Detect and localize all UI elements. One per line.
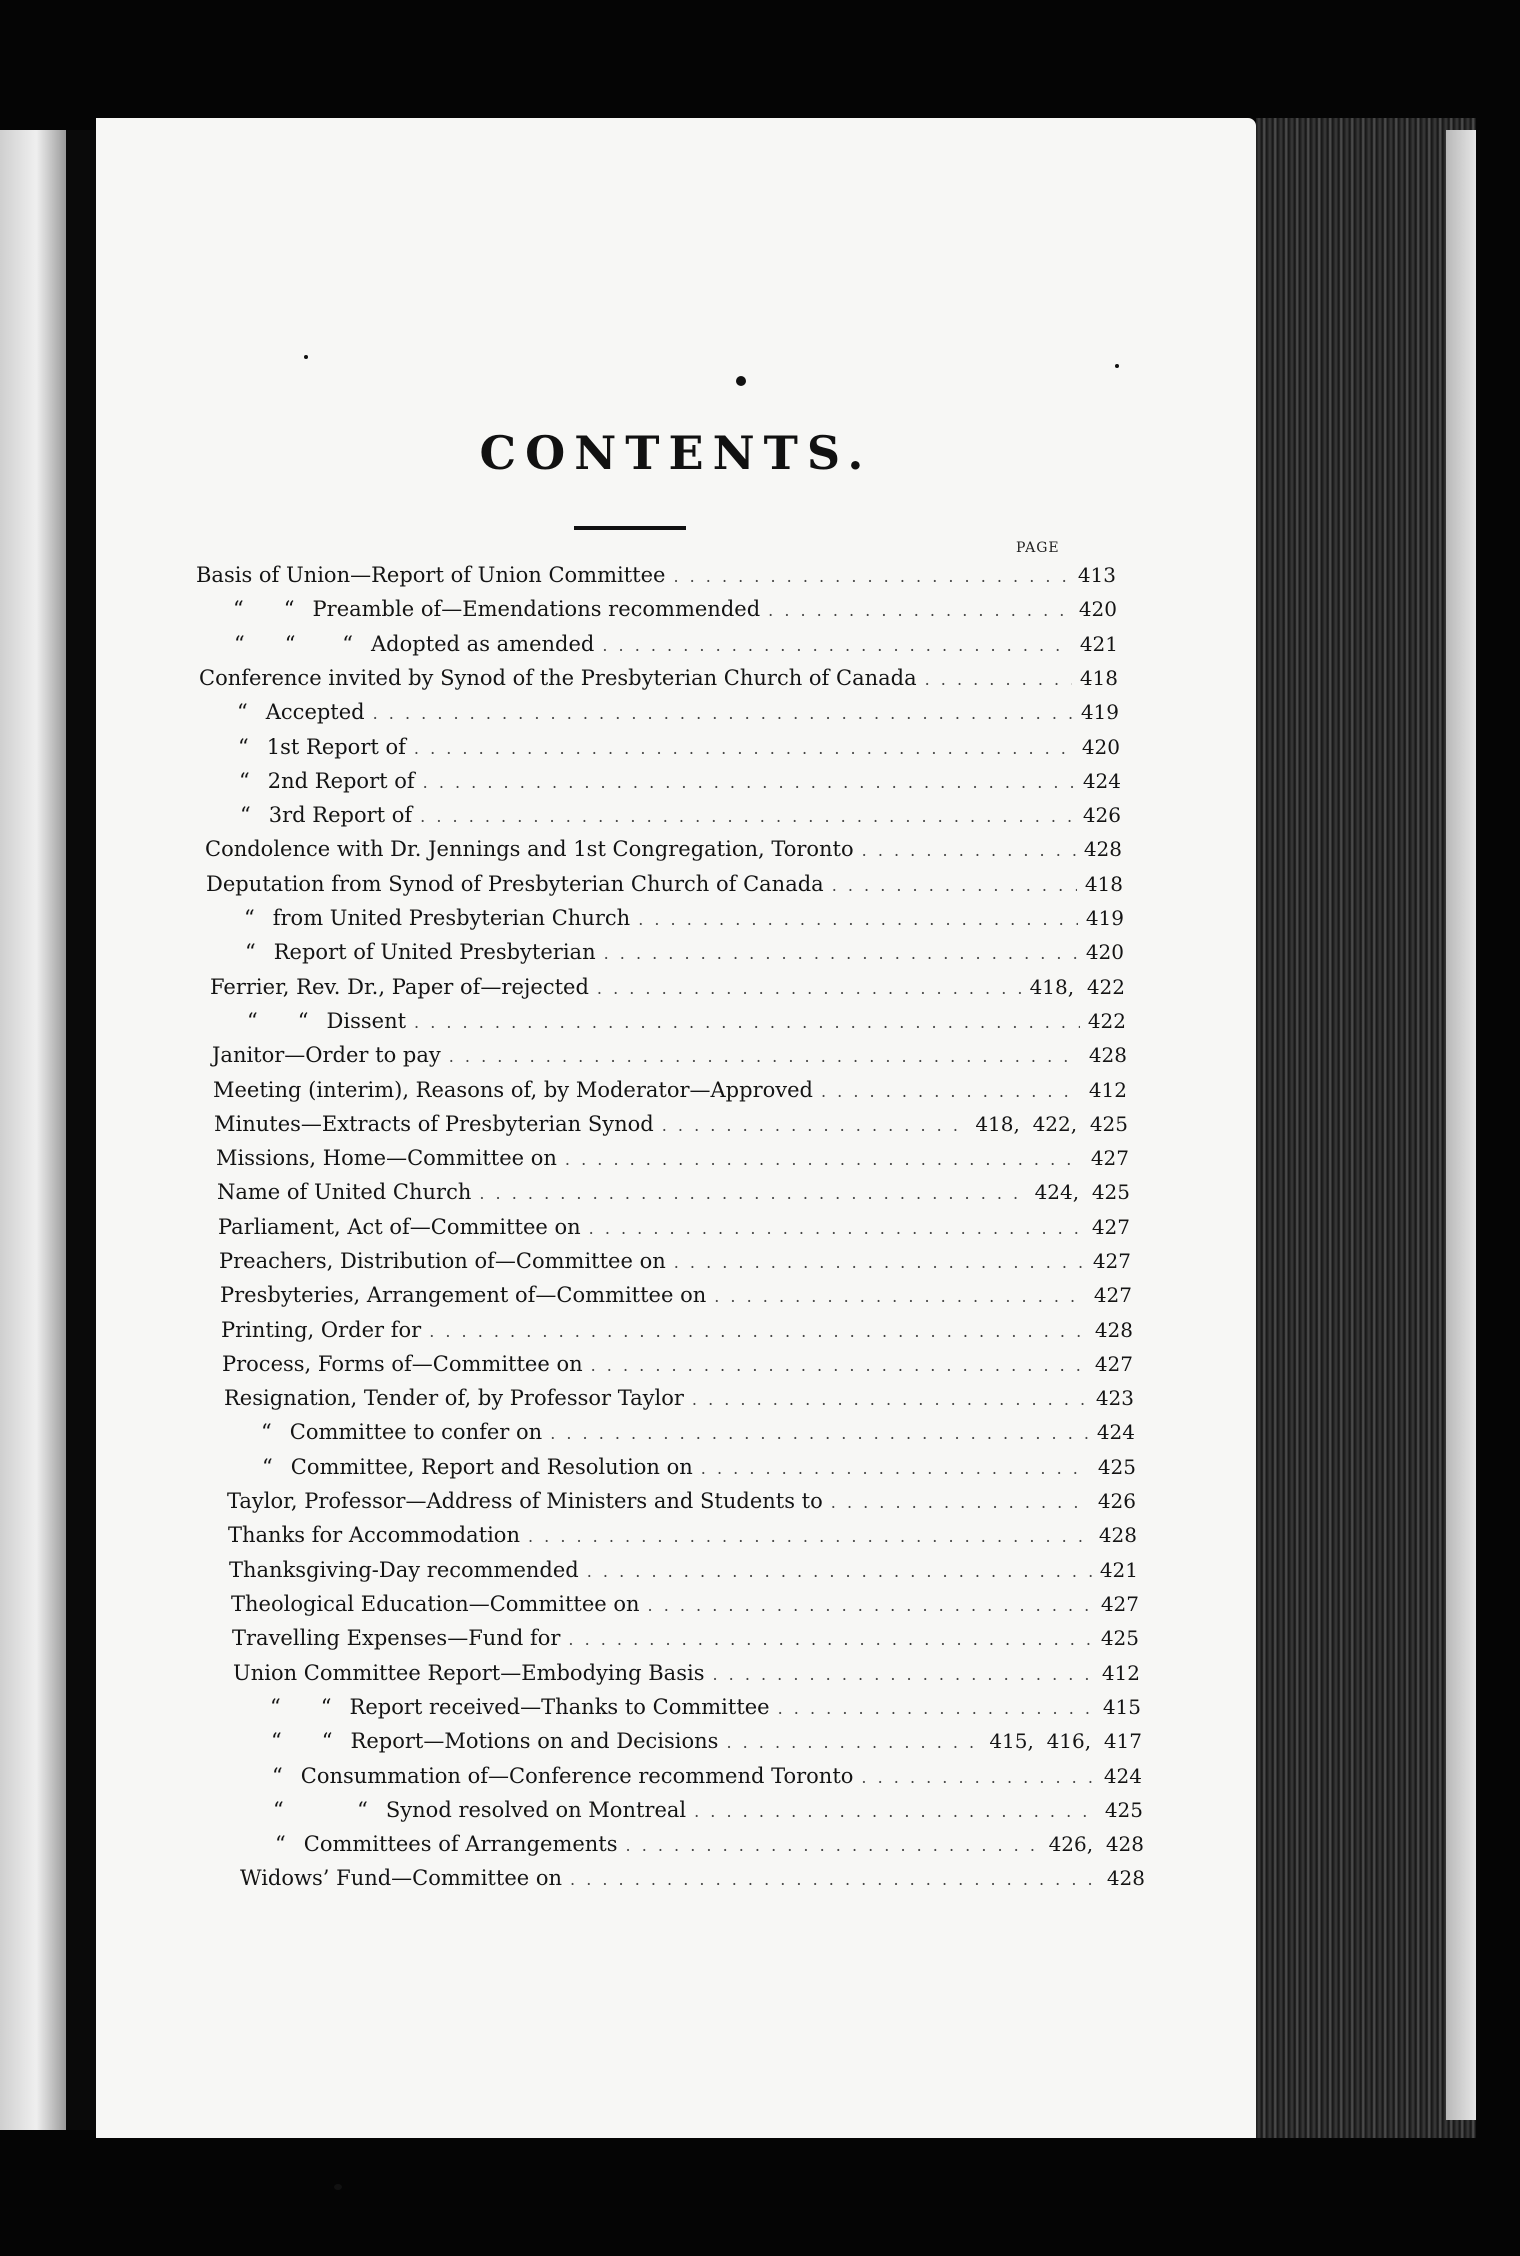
entry-page-numbers: 424, 425	[1034, 1180, 1130, 1204]
toc-entry	[226, 1455, 1136, 1489]
entry-page-numbers: 419	[1085, 906, 1124, 930]
toc-entry	[221, 1318, 1133, 1352]
entry-page-numbers: 415	[1102, 1695, 1141, 1719]
entry-page-numbers: 421	[1099, 1558, 1138, 1582]
entry-label: Ferrier, Rev. Dr., Paper of—rejected	[210, 975, 589, 999]
toc-entry	[198, 632, 1118, 666]
entry-label: Adopted as amended	[371, 632, 595, 656]
entry-label: Report of United Presbyterian	[273, 940, 596, 964]
entry-page-numbers: 418	[1084, 872, 1123, 896]
toc-entry	[205, 837, 1122, 871]
dot-leader	[528, 1527, 1091, 1546]
toc-entry	[227, 1489, 1136, 1523]
dot-leader	[373, 704, 1073, 723]
entry-label: Widows’ Fund—Committee on	[240, 1866, 563, 1890]
entry-label: Theological Education—Committee on	[231, 1592, 640, 1616]
dot-leader	[821, 1082, 1081, 1101]
dot-leader	[674, 1253, 1085, 1272]
ditto-marks: “ “	[270, 1695, 332, 1719]
dot-leader	[832, 876, 1077, 895]
entry-page-numbers: 427	[1092, 1249, 1131, 1273]
entry-page-numbers: 418, 422, 425	[975, 1112, 1128, 1136]
entry-page-numbers: 427	[1094, 1352, 1133, 1376]
entry-label: Process, Forms of—Committee on	[222, 1352, 583, 1376]
toc-entry	[196, 563, 1116, 597]
toc-entry	[217, 1180, 1130, 1214]
entry-label: from United Presbyterian Church	[272, 906, 631, 930]
entry-page-numbers: 426	[1097, 1489, 1136, 1513]
ditto-marks: “	[240, 803, 251, 827]
entry-label: Report—Motions on and Decisions	[350, 1729, 719, 1753]
dot-leader	[589, 1219, 1084, 1238]
entry-page-numbers: 428	[1094, 1318, 1133, 1342]
dot-leader	[565, 1150, 1083, 1169]
entry-label: Meeting (interim), Reasons of, by Moderator—Approved	[213, 1078, 813, 1102]
dot-leader	[570, 1870, 1099, 1889]
entry-label: Union Committee Report—Embodying Basis	[233, 1661, 705, 1685]
dot-leader	[648, 1596, 1093, 1615]
ditto-marks: “	[238, 735, 249, 759]
entry-page-numbers: 425	[1097, 1455, 1136, 1479]
dot-leader	[420, 807, 1075, 826]
ditto-marks: “ “	[273, 1798, 368, 1822]
entry-page-numbers: 427	[1091, 1215, 1130, 1239]
dot-leader	[597, 979, 1022, 998]
entry-label: 2nd Report of	[267, 769, 415, 793]
toc-entry	[201, 700, 1119, 734]
dot-leader	[778, 1699, 1095, 1718]
dot-leader	[714, 1287, 1086, 1306]
entry-label: Accepted	[265, 700, 365, 724]
entry-page-numbers: 420	[1085, 940, 1124, 964]
entry-label: 3rd Report of	[268, 803, 413, 827]
ink-speck	[304, 355, 308, 359]
toc-entry	[229, 1558, 1138, 1592]
dot-leader	[694, 1802, 1097, 1821]
ditto-marks: “	[272, 1764, 283, 1788]
dot-leader	[414, 1013, 1080, 1032]
toc-entry	[199, 666, 1118, 700]
entry-page-numbers: 428	[1098, 1523, 1137, 1547]
toc-entry	[202, 735, 1120, 769]
toc-entry	[203, 769, 1121, 803]
entry-page-numbers: 420	[1081, 735, 1120, 759]
toc-entry	[231, 1592, 1139, 1626]
dot-leader	[831, 1493, 1090, 1512]
entry-label: Printing, Order for	[221, 1318, 422, 1342]
entry-page-numbers: 413	[1077, 563, 1116, 587]
entry-page-numbers: 421	[1079, 632, 1118, 656]
dot-leader	[925, 670, 1072, 689]
entry-label: Thanksgiving-Day recommended	[229, 1558, 579, 1582]
dot-leader	[626, 1836, 1041, 1855]
entry-label: 1st Report of	[266, 735, 406, 759]
dot-leader	[550, 1424, 1089, 1443]
ditto-marks: “	[245, 940, 256, 964]
entry-page-numbers: 425	[1100, 1626, 1139, 1650]
entry-page-numbers: 418	[1079, 666, 1118, 690]
dot-leader	[701, 1459, 1090, 1478]
toc-entry	[211, 1009, 1126, 1043]
entry-page-numbers: 412	[1088, 1078, 1127, 1102]
ink-speck	[1115, 364, 1119, 368]
dot-leader	[587, 1562, 1092, 1581]
ditto-marks: “	[237, 700, 248, 724]
entry-label: Thanks for Accommodation	[228, 1523, 520, 1547]
entry-label: Taylor, Professor—Address of Ministers and Students to	[227, 1489, 823, 1513]
entry-page-numbers: 419	[1080, 700, 1119, 724]
entry-page-numbers: 426	[1082, 803, 1121, 827]
left-page-edge	[0, 130, 66, 2130]
entry-label: Presbyteries, Arrangement of—Committee on	[220, 1283, 707, 1307]
dot-leader	[449, 1047, 1081, 1066]
title-rule	[574, 526, 686, 530]
entry-page-numbers: 427	[1093, 1283, 1132, 1307]
dot-leader	[414, 739, 1074, 758]
dot-leader	[429, 1322, 1087, 1341]
entry-label: Missions, Home—Committee on	[216, 1146, 557, 1170]
entry-label: Dissent	[326, 1009, 407, 1033]
toc-entry	[213, 1078, 1127, 1112]
dot-leader	[712, 1665, 1093, 1684]
ditto-marks: “ “	[271, 1729, 333, 1753]
toc-entry	[220, 1283, 1132, 1317]
entry-page-numbers: 425	[1104, 1798, 1143, 1822]
toc-entry	[216, 1146, 1129, 1180]
dot-leader	[602, 636, 1071, 655]
toc-entry	[219, 1249, 1131, 1283]
dot-leader	[861, 1768, 1095, 1787]
toc-entry	[228, 1523, 1137, 1557]
toc-entry	[233, 1661, 1140, 1695]
entry-label: Committee, Report and Resolution on	[290, 1455, 693, 1479]
entry-label: Preachers, Distribution of—Committee on	[219, 1249, 666, 1273]
toc-entry	[222, 1352, 1133, 1386]
dot-leader	[479, 1184, 1026, 1203]
ditto-marks: “ “	[247, 1009, 309, 1033]
page-block-edges	[1256, 118, 1476, 2138]
ditto-marks: “	[239, 769, 250, 793]
toc-entry	[210, 975, 1125, 1009]
toc-entry	[239, 1832, 1144, 1866]
toc-entry	[237, 1798, 1143, 1832]
ditto-marks: “	[244, 906, 255, 930]
toc-entry	[212, 1043, 1127, 1077]
dot-leader	[591, 1356, 1087, 1375]
entry-label: Basis of Union—Report of Union Committee	[196, 563, 666, 587]
entry-page-numbers: 412	[1101, 1661, 1140, 1685]
dot-leader	[568, 1630, 1092, 1649]
toc-entry	[204, 803, 1121, 837]
entry-page-numbers: 424	[1096, 1420, 1135, 1444]
entry-label: Deputation from Synod of Presbyterian Church of Canada	[206, 872, 824, 896]
toc-entry	[232, 1626, 1139, 1660]
dot-leader	[862, 841, 1076, 860]
entry-page-numbers: 428	[1088, 1043, 1127, 1067]
dot-leader	[726, 1733, 981, 1752]
entry-page-numbers: 426, 428	[1048, 1832, 1144, 1856]
entry-label: Minutes—Extracts of Presbyterian Synod	[214, 1112, 654, 1136]
ditto-marks: “ “	[233, 597, 295, 621]
entry-label: Resignation, Tender of, by Professor Taylor	[224, 1386, 684, 1410]
toc-entry	[240, 1866, 1145, 1900]
toc-entry	[234, 1695, 1141, 1729]
dot-leader	[768, 601, 1071, 620]
dot-leader	[423, 773, 1075, 792]
page-column-header: PAGE	[1016, 540, 1060, 556]
entry-label: Preamble of—Emendations recommended	[312, 597, 761, 621]
entry-page-numbers: 428	[1106, 1866, 1145, 1890]
entry-label: Travelling Expenses—Fund for	[232, 1626, 561, 1650]
entry-page-numbers: 427	[1090, 1146, 1129, 1170]
entry-label: Conference invited by Synod of the Presbyterian Church of Canada	[199, 666, 917, 690]
entry-label: Report received—Thanks to Committee	[349, 1695, 770, 1719]
page-edge-highlight	[1446, 130, 1476, 2120]
ditto-marks: “	[261, 1420, 272, 1444]
entry-label: Committee to confer on	[289, 1420, 543, 1444]
dot-leader	[692, 1390, 1088, 1409]
entry-page-numbers: 423	[1095, 1386, 1134, 1410]
entry-page-numbers: 415, 416, 417	[989, 1729, 1142, 1753]
ditto-marks: “	[275, 1832, 286, 1856]
entry-label: Synod resolved on Montreal	[385, 1798, 687, 1822]
entry-page-numbers: 424	[1103, 1764, 1142, 1788]
entry-label: Name of United Church	[217, 1180, 472, 1204]
entry-page-numbers: 420	[1078, 597, 1117, 621]
dot-leader	[673, 567, 1069, 586]
toc-entry	[209, 940, 1124, 974]
entry-page-numbers: 428	[1083, 837, 1122, 861]
toc-entry	[197, 597, 1117, 631]
toc-entry	[208, 906, 1124, 940]
toc-entry	[206, 872, 1123, 906]
page-title: CONTENTS.	[479, 426, 873, 480]
entry-page-numbers: 422	[1087, 1009, 1126, 1033]
ditto-marks: “ “ “	[234, 632, 353, 656]
toc-entry	[214, 1112, 1128, 1146]
entry-label: Committees of Arrangements	[303, 1832, 618, 1856]
entry-label: Consummation of—Conference recommend Toronto	[300, 1764, 854, 1788]
book-gutter	[66, 130, 96, 2130]
dot-leader	[638, 910, 1078, 929]
ink-speck	[334, 2184, 342, 2190]
dot-leader	[604, 944, 1078, 963]
entry-label: Parliament, Act of—Committee on	[218, 1215, 581, 1239]
toc-entry	[225, 1420, 1135, 1454]
contents-page	[96, 118, 1256, 2138]
toc-entry	[218, 1215, 1130, 1249]
toc-entry	[224, 1386, 1134, 1420]
entry-label: Condolence with Dr. Jennings and 1st Congregation, Toronto	[205, 837, 854, 861]
entry-page-numbers: 424	[1082, 769, 1121, 793]
entry-label: Janitor—Order to pay	[212, 1043, 441, 1067]
entry-page-numbers: 427	[1100, 1592, 1139, 1616]
toc-entry	[235, 1729, 1142, 1763]
entry-page-numbers: 418, 422	[1029, 975, 1125, 999]
ditto-marks: “	[262, 1455, 273, 1479]
dot-leader	[662, 1116, 968, 1135]
toc-entry	[236, 1764, 1142, 1798]
ink-speck	[736, 376, 746, 386]
